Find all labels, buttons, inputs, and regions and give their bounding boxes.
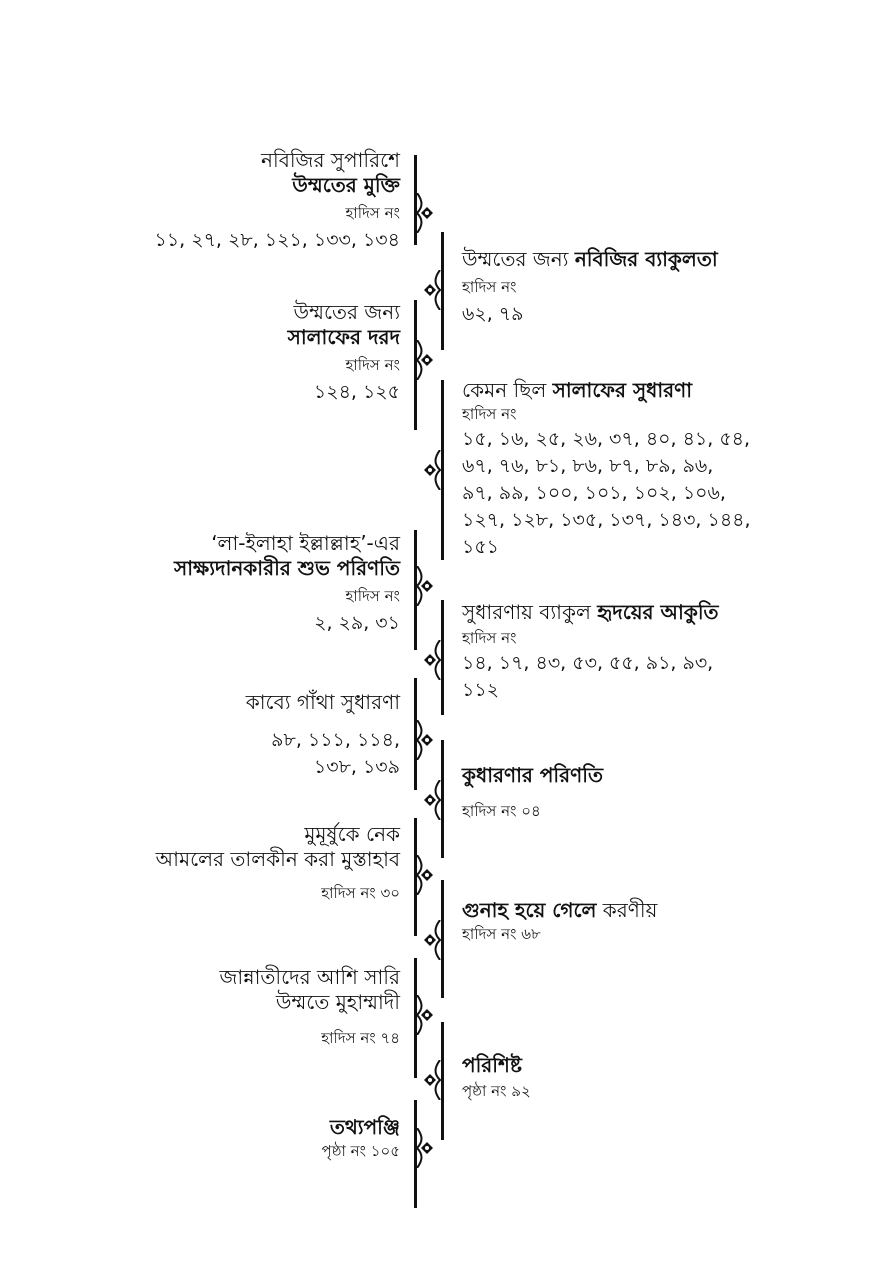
hadis-numbers: ৯৭, ৯৯, ১০০, ১০১, ১০২, ১০৬, <box>462 481 726 504</box>
toc-entry-left-5 <box>156 822 400 903</box>
entry-title <box>462 600 762 625</box>
ornament-icon <box>420 450 442 490</box>
entry-title: জান্নাতীদের আশি সারি <box>219 965 400 989</box>
entry-title: মুমূর্ষুকে নেক <box>304 822 400 846</box>
page-label: পৃষ্ঠা নং ৯২ <box>462 1082 531 1100</box>
entry-title: ‘লা-ইলাহা ইল্লাল্লাহ’-এর <box>211 531 400 555</box>
toc-entry-left-3 <box>174 531 400 637</box>
toc-entry-left-2 <box>288 300 400 406</box>
entry-title-bold: হৃদয়ের আকুতি <box>597 600 719 624</box>
ornament-icon <box>415 340 437 380</box>
toc-entry-right-5 <box>462 898 762 944</box>
entry-title-plain: সুধারণায় ব্যাকুল <box>462 600 591 624</box>
entry-title: উম্মতের জন্য <box>293 300 400 324</box>
hadis-numbers: ১৪, ১৭, ৪৩, ৫৩, ৫৫, ৯১, ৯৩, <box>462 651 714 674</box>
hadis-label: হাদিস নং <box>462 629 517 647</box>
entry-title-bold: তথ্যপঞ্জি <box>329 1115 400 1139</box>
toc-entry-right-2 <box>462 378 762 561</box>
ornament-icon <box>420 1060 442 1100</box>
hadis-numbers: ১২৪, ১২৫ <box>313 380 400 403</box>
toc-entry-right-1 <box>462 247 762 328</box>
hadis-numbers: ৬৭, ৭৬, ৮১, ৮৬, ৮৭, ৮৯, ৯৬, <box>462 454 714 477</box>
entry-title-plain: করণীয় <box>602 898 658 922</box>
hadis-label: হাদিস নং ৭৪ <box>321 1029 400 1047</box>
toc-entry-left-7 <box>322 1115 400 1161</box>
entry-title-bold: সালাফের দরদ <box>287 325 400 349</box>
hadis-label: হাদিস নং <box>462 278 517 296</box>
toc-entry-right-6 <box>462 1053 762 1101</box>
hadis-numbers: ১৫১ <box>462 535 499 558</box>
hadis-label: হাদিস নং <box>345 204 400 222</box>
hadis-label: হাদিস নং ৬৮ <box>462 925 541 943</box>
hadis-numbers: ১৫, ১৬, ২৫, ২৬, ৩৭, ৪০, ৪১, ৫৪, <box>462 427 751 450</box>
entry-title: নবিজির সুপারিশে <box>261 148 400 172</box>
entry-title: আমলের তালকীন করা মুস্তাহাব <box>155 847 400 871</box>
ornament-icon <box>415 1128 437 1168</box>
hadis-numbers: ১২৭, ১২৮, ১৩৫, ১৩৭, ১৪৩, ১৪৪, <box>462 508 751 531</box>
entry-title-bold: পরিশিষ্ট <box>462 1053 522 1077</box>
toc-entry-left-6 <box>219 965 400 1048</box>
toc-entry-right-4 <box>462 763 762 821</box>
hadis-label: হাদিস নং ৩০ <box>321 884 400 902</box>
entry-title-bold: উম্মতের মুক্তি <box>292 173 400 197</box>
hadis-label: হাদিস নং <box>462 405 517 423</box>
hadis-numbers: ১৩৮, ১৩৯ <box>313 755 400 778</box>
entry-title-plain: উম্মতের জন্য <box>462 247 569 271</box>
entry-title <box>462 247 762 272</box>
page-label: পৃষ্ঠা নং ১০৫ <box>321 1142 400 1160</box>
ornament-icon <box>420 640 442 680</box>
hadis-numbers: ৬২, ৭৯ <box>462 302 524 325</box>
ornament-icon <box>415 720 437 760</box>
toc-entry-left-1 <box>154 148 400 254</box>
entry-title-bold: নবিজির ব্যাকুলতা <box>574 247 718 271</box>
hadis-numbers: ৯৮, ১১১, ১১৪, <box>271 729 400 751</box>
entry-title <box>462 898 762 923</box>
entry-title: উম্মতে মুহাম্মাদী <box>275 990 400 1014</box>
ornament-icon <box>420 270 442 310</box>
entry-title <box>462 378 762 403</box>
entry-title-bold: গুনাহ হয়ে গেলে <box>462 898 597 922</box>
ornament-icon <box>420 780 442 820</box>
entry-title-bold: কুধারণার পরিণতি <box>462 763 603 787</box>
ornament-icon <box>415 566 437 606</box>
hadis-numbers: ২, ২৯, ৩১ <box>314 611 400 634</box>
entry-title-bold: সালাফের সুধারণা <box>552 378 693 402</box>
hadis-label: হাদিস নং <box>345 356 400 374</box>
hadis-label: হাদিস নং <box>345 587 400 605</box>
entry-title-bold: সাক্ষ্যদানকারীর শুভ পরিণতি <box>174 556 400 580</box>
entry-title: কাব্যে গাঁথা সুধারণা <box>245 690 400 714</box>
hadis-numbers: ১১২ <box>462 678 500 701</box>
hadis-numbers: ১১, ২৭, ২৮, ১২১, ১৩৩, ১৩৪ <box>154 228 400 251</box>
entry-title-plain: কেমন ছিল <box>462 378 547 402</box>
ornament-icon <box>415 193 437 233</box>
ornament-icon <box>415 995 437 1035</box>
ornament-icon <box>415 855 437 895</box>
toc-entry-left-4 <box>246 690 400 781</box>
hadis-label: হাদিস নং ০৪ <box>462 802 541 820</box>
ornament-icon <box>420 920 442 960</box>
toc-entry-right-3 <box>462 600 762 704</box>
